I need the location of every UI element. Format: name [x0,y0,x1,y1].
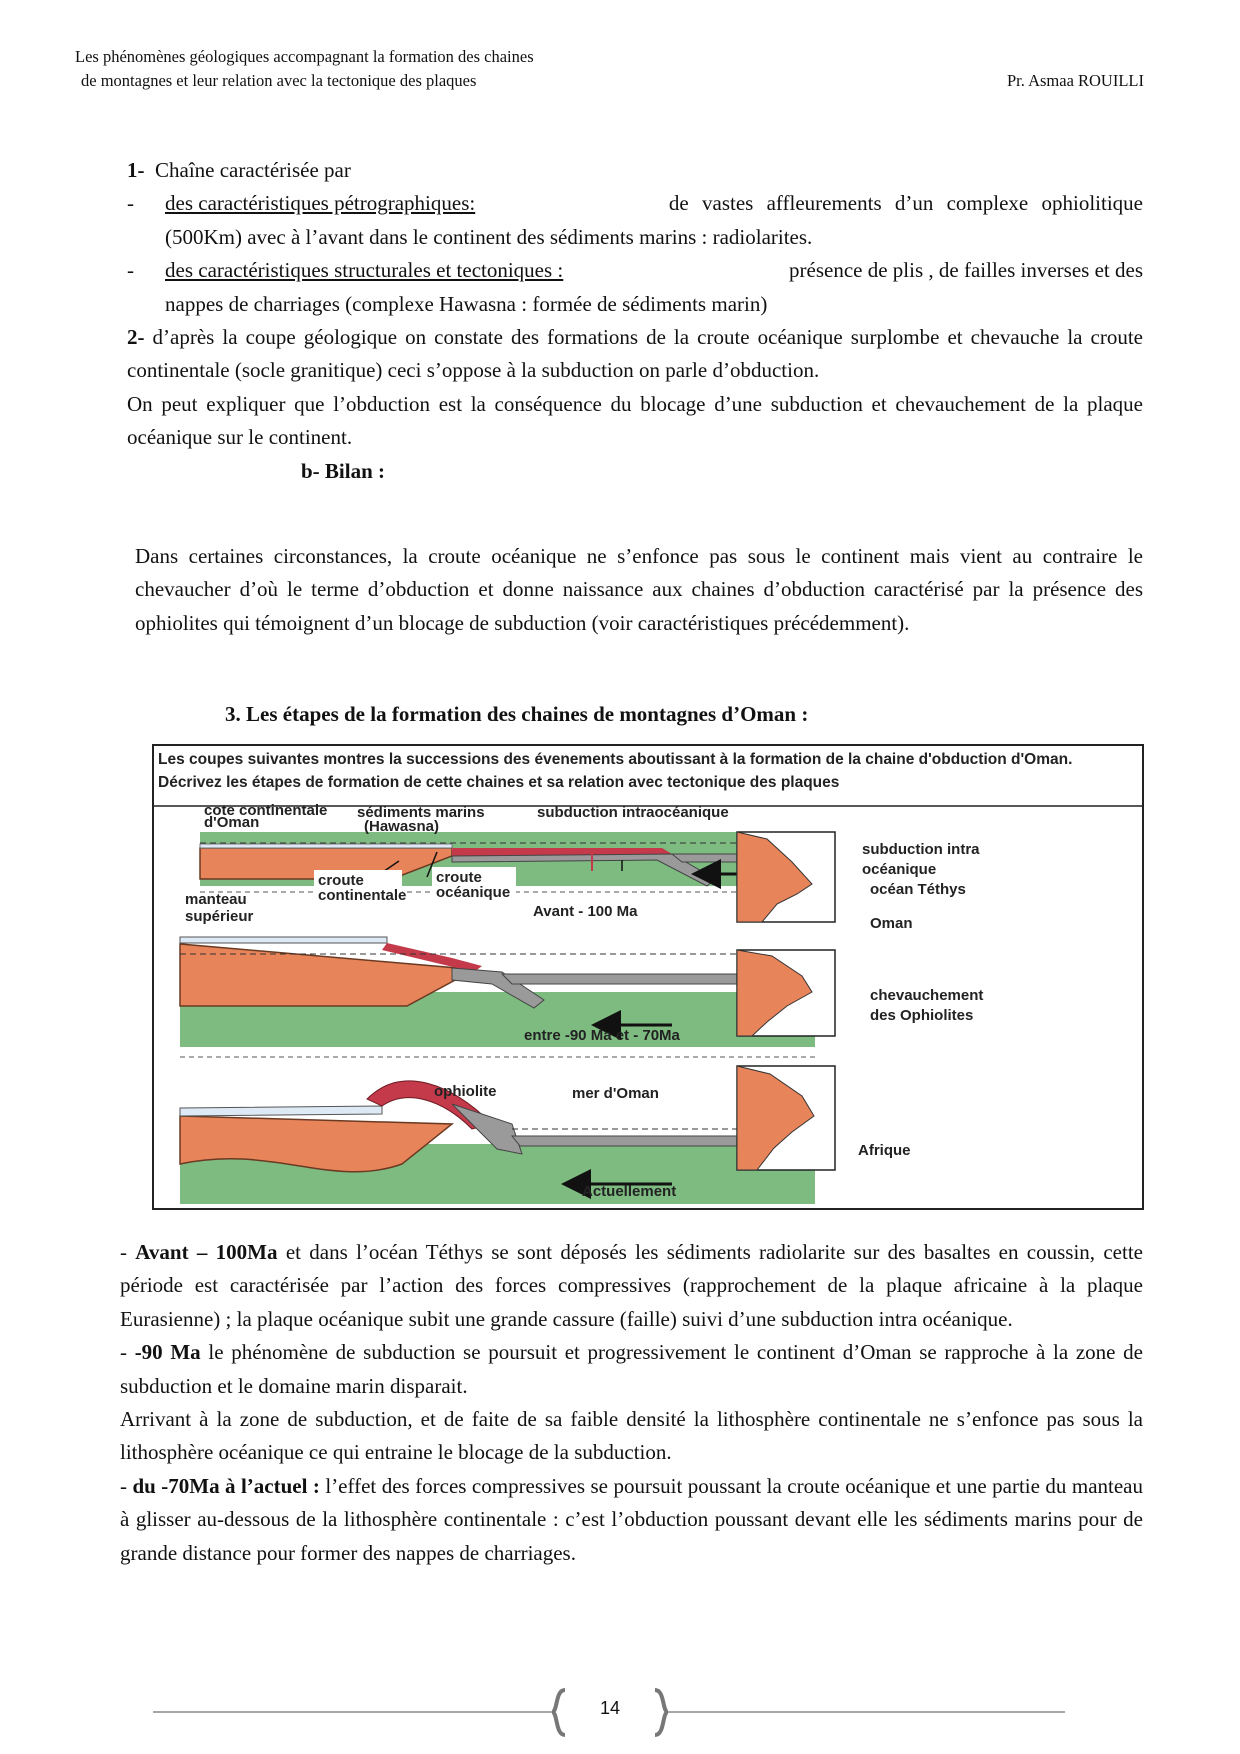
label-map1-d: Oman [870,915,913,932]
bullet-dash: - [127,191,134,216]
bullet-struct [127,254,1143,287]
step-1-bold: Avant – 100Ma [135,1240,278,1264]
steps [120,1236,1143,1570]
step-1 [120,1236,1143,1336]
step-2b: Arrivant à la zone de subduction, et de faite de sa faible densité la lithosphère continentale ne s’enfonce pas sous la lithosphère océanique ce qui entraine le blocage de la subduction. [120,1407,1143,1465]
label-map1-a: subduction intra [862,841,980,858]
label-actuel: Actuellement [582,1183,677,1200]
step-3-prefix: - [120,1473,133,1498]
header-author: Pr. Asmaa ROUILLI [1006,71,1144,90]
bullet-petro [127,187,1143,220]
section-3-title: 3. Les étapes de la formation des chaines de montagnes d’Oman : [225,702,809,726]
bullet-struct-label: des caractéristiques structurales et tectoniques : [165,258,564,283]
label-map2-b: des Ophiolites [870,1007,974,1024]
section-1 [127,154,1143,488]
section-1-heading [127,154,1143,187]
shelf-sediments [180,937,387,943]
label-entre: entre -90 Ma et - 70Ma [524,1027,680,1044]
bullet-petro-label: des caractéristiques pétrographiques: [165,191,476,216]
label-croute-o2: océanique [436,884,511,901]
right-brace-icon [655,1690,668,1735]
header-title-line2: de montagnes et leur relation avec la tectonique des plaques [81,71,477,90]
section-2 [127,321,1143,388]
section-1-number: 1- [127,158,145,182]
section-2-number: 2- [127,325,145,350]
label-subduction: subduction intraocéanique [537,804,729,821]
label-croute-c2: continentale [318,887,407,904]
label-croute-o1: croute [436,869,482,886]
bullet-struct-text: présence de plis , de failles inverses et des [789,258,1143,283]
step-3-bold: du -70Ma à l’actuel : [132,1473,320,1498]
step-3 [120,1470,1143,1570]
label-map2-a: chevauchement [870,987,984,1004]
label-manteau2: supérieur [185,908,254,925]
oman-figure [152,744,1144,1210]
label-cote2: d'Oman [204,814,260,831]
shelf-sediments [180,1106,382,1116]
bullet-dash: - [127,258,134,283]
section-1-title: Chaîne caractérisée par [155,158,351,182]
section-2-para: On peut expliquer que l’obduction est la conséquence du blocage d’une subduction et chevauchement de la plaque océanique sur le continent. [127,391,1143,450]
label-cote1: cote continentale [204,802,328,819]
running-header [75,45,534,93]
figure-caption: Les coupes suivantes montres la successions des évenements aboutissant à la formation de la chaine d'obduction d'Oman. Décrivez les étapes de formation de cette chaines et sa relation avec tectonique des plaques [158,751,1073,791]
label-map1-c: océan Téthys [870,881,966,898]
left-brace-icon [552,1690,565,1735]
bilan-text: Dans certaines circonstances, la croute océanique ne s’enfonce pas sous le continent mais vient au contraire le chevaucher d’où le terme d’obduction et donne naissance aux chaines d’obduction caractérisé par la présence des ophiolites qui témoignent d’un blocage de subduction (voir caractéristiques précédemment). [135,544,1143,635]
step-2 [120,1336,1143,1403]
label-croute-c1: croute [318,872,364,889]
bilan-title: b- Bilan : [301,458,386,483]
page-number: 14 [599,1698,621,1718]
step-2-prefix: - [120,1340,135,1365]
oman-figure-svg [152,744,1144,1210]
bullet-petro-cont: (500Km) avec à l’avant dans le continent des sédiments marins : radiolarites. [165,224,813,249]
step-2-bold: -90 Ma [134,1340,201,1365]
bullet-petro-text: de vastes affleurements d’un complexe ophiolitique [668,191,1143,216]
label-ophiolite: ophiolite [434,1083,497,1100]
bullet-struct-cont: nappes de charriages (complexe Hawasna : formée de sédiments marin) [165,291,768,316]
step-1-text: et dans l’océan Téthys se sont déposés les sédiments radiolarite sur des basaltes en coussin, cette période est caractérisée par l’action des forces compressives (rapprochement de la plaque africaine à la plaque Eurasienne) ; la plaque océanique subit une grande cassure (faille) suivi d’une subduction intra océanique. [120,1240,1143,1331]
label-mer: mer d'Oman [572,1085,659,1102]
step-3-text: l’effet des forces compressives se poursuit poussant la croute océanique et une partie du manteau à glisser au-dessous de la lithosphère continentale : c’est l’obduction poussant devant elle les sédiments marins pour de grande distance pour former des nappes de charriages. [120,1473,1143,1565]
label-sed1: sédiments marins [357,804,485,821]
step-2-text: le phénomène de subduction se poursuit et progressivement le continent d’Oman se rapproche à la zone de subduction et le domaine marin disparait. [120,1340,1143,1398]
label-map3-a: Afrique [858,1142,911,1159]
label-manteau1: manteau [185,891,247,908]
header-title-line1: Les phénomènes géologiques accompagnant la formation des chaines [75,47,534,66]
section-2-text: d’après la coupe géologique on constate des formations de la croute océanique surplombe et chevauche la croute continentale (socle granitique) ceci s’oppose à la subduction on parle d’obduction. [127,325,1143,383]
shelf-sediments [200,844,452,848]
label-sed2: (Hawasna) [364,818,440,835]
label-avant: Avant - 100 Ma [533,903,638,920]
step-1-prefix: - [120,1240,136,1264]
label-map1-b: océanique [862,861,937,878]
